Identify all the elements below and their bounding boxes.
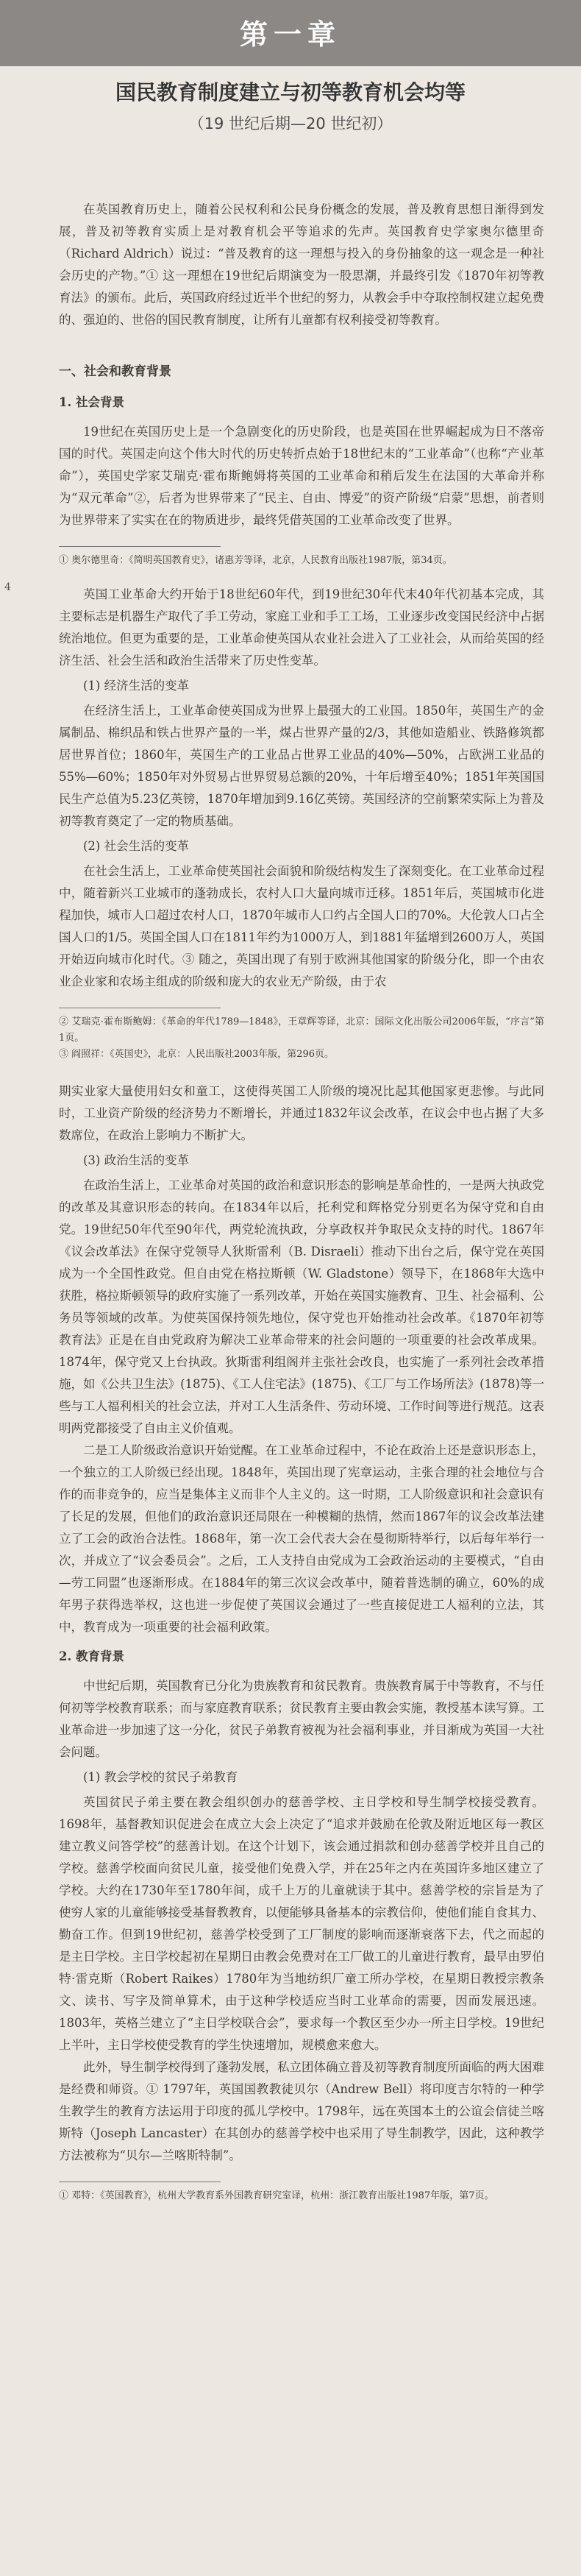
heading-political-change: (3) 政治生活的变革 <box>83 1153 190 1167</box>
heading-economic-change: (1) 经济生活的变革 <box>83 679 190 693</box>
heading-church-schools: (1) 教会学校的贫民子弟教育 <box>83 1770 238 1784</box>
heading-social-background: 1. 社会背景 <box>59 395 124 409</box>
section-title: 国民教育制度建立与初等教育机会均等 <box>115 80 466 105</box>
footnote: ① 奥尔德里奇：《简明英国教育史》，诸惠芳等译，北京，人民教育出版社1987版，第34页。 <box>59 555 452 566</box>
footnote: ② 艾瑞克·霍布斯鲍姆：《革命的年代1789—1848》，王章辉等译，北京：国际文化出版公司2006年版，“序言”第1页。 <box>59 1016 544 1044</box>
heading-education-background: 2. 教育背景 <box>59 1649 124 1663</box>
paragraph: 在政治生活上，工业革命对英国的政治和意识形态的影响是革命性的，一是两大执政党的改革及其意识形态的转向。在1834年以后，托利党和辉格党分别更名为保守党和自由党。19世纪50年代至90年代，两党轮流执政，分享政权并争取民众支持的时代。1867年《议会改革法》在保守党领导人狄斯雷利（B. Disraeli）推动下出台之后，保守党在英国成为一个全国性政党。但自由党在格拉斯顿（W. Gladstone）领导下，在1868年大选中获胜，格拉斯顿领导的政府实施了一系列改革，开始在英国实施教育、卫生、社会福利、公务员等领域的改革。为使英国保持领先地位，保守党也开始推动社会改革。《1870年初等教育法》正是在自由党政府为解决工业革命带来的社会问题的一项重要的社会改革成果。1874年，保守党又上台执政。狄斯雷利组阁并主张社会改良，也实施了一系列社会改革措施，如《公共卫生法》(1875)、《工人住宅法》(1875)、《工厂与工作场所法》(1878)等一些与工人福利相关的社会立法，并对工人生活条件、劳动环境、工作时间等进行规范。这表明两党都接受了自由主义价值观。 <box>59 1178 544 1435</box>
footnote: ③ 阎照祥：《英国史》，北京：人民出版社2003年版，第296页。 <box>59 1049 335 1060</box>
footnote-divider <box>59 546 221 547</box>
paragraph: 在社会生活上，工业革命使英国社会面貌和阶级结构发生了深刻变化。在工业革命过程中，随着新兴工业城市的蓬勃成长，农村人口大量向城市迁移。1851年后，英国城市化进程加快，城市人口超过农村人口，1870年城市人口约占全国人口的70%。大伦敦人口占全国人口的1/5。英国全国人口在1811年约为1000万人，到1881年猛增到2600万人，英国开始迈向城市化时代。③ 随之，英国出现了有别于欧洲其他国家的阶级分化，即一个由农业企业家和农场主组成的阶级和庞大的农业无产阶级，由于农 <box>59 864 544 988</box>
paragraph: 英国工业革命大约开始于18世纪60年代，到19世纪30年代末40年代初基本完成，其主要标志是机器生产取代了手工劳动，家庭工业和手工工场，工业逐步改变国民经济中占据统治地位。但更为重要的是，工业革命使英国从农业社会进入了工业社会，从而给英国的经济生活、社会生活和政治生活带来了历史性变革。 <box>59 587 544 668</box>
paragraph: 中世纪后期，英国教育已分化为贵族教育和贫民教育。贵族教育属于中等教育，不与任何初等学校教育联系；而与家庭教育联系；贫民教育主要由教会实施，教授基本读写算。工业革命进一步加速了这一分化，贫民子弟教育被视为社会福利事业，并目渐成为英国一大社会问题。 <box>59 1679 544 1759</box>
section-subtitle: （19 世纪后期—20 世纪初） <box>188 115 393 132</box>
heading-society-edu-background: 一、社会和教育背景 <box>59 364 171 379</box>
page-number: 4 <box>4 581 11 593</box>
body-text <box>59 199 544 2204</box>
footnote: ① 邓特：《英国教育》，杭州大学教育系外国教育研究室译，杭州：浙江教育出版社1987年版，第7页。 <box>59 2190 494 2201</box>
paragraph: 英国贫民子弟主要在教会组织创办的慈善学校、主日学校和导生制学校接受教育。1698年，基督教知识促进会在成立大会上决定了“追求并鼓励在伦敦及附近地区每一教区建立教义问答学校”的慈善计划。在这个计划下，该会通过捐款和创办慈善学校并且自己的学校。慈善学校面向贫民儿童，接受他们免费入学，并在25年之内在英国许多地区建立了学校。大约在1730年至1780年间，成千上万的儿童就读于其中。慈善学校的宗旨是为了使穷人家的儿童能够接受基督教教育，以便能够具备基本的宗教信仰，使他们能自食其力、勤奋工作。但到19世纪初，慈善学校受到了工厂制度的影响而逐渐衰落下去，代之而起的是主日学校。主日学校起初在星期日由教会免费对在工厂做工的儿童进行教育，最早由罗伯特·雷克斯（Robert Raikes）1780年为当地纺织厂童工所办学校，在星期日教授宗教条文、读书、写字及简单算术，由于这种学校适应当时工业革命的需要，因而发展迅速。1803年，英格兰建立了“主日学校联合会”，要求每一个教区至少办一所主日学校。19世纪上半叶，主日学校使受教育的学生快速增加，规模愈来愈大。 <box>59 1795 544 2052</box>
paragraph: 二是工人阶级政治意识开始觉醒。在工业革命过程中，不论在政治上还是意识形态上，一个独立的工人阶级已经出现。1848年，英国出现了宪章运动，主张合理的社会地位与合作的而非竞争的，应当是集体主义而非个人主义的。这一时期，工人阶级意识和社会意识有了长足的发展，但他们的政治意识还局限在一种模糊的热情，然而1867年的议会改革法建立了工会的政治合法性。1868年，第一次工会代表大会在曼彻斯特举行，以后每年举行一次，并成立了“议会委员会”。之后，工人支持自由党成为工会政治运动的主要模式，“自由—劳工同盟”也逐渐形成。在1884年的第三次议会改革中，随着普选制的确立，60%的成年男子获得选举权，这也进一步促使了英国议会通过了一些直接促进工人福利的立法，其中，教育成为一项重要的社会福利政策。 <box>59 1443 544 1634</box>
paragraph: 此外，导生制学校得到了蓬勃发展，私立团体确立普及初等教育制度所面临的两大困难是经费和师资。① 1797年，英国国教教徒贝尔（Andrew Bell）将印度吉尔特的一种学生教学生的教育方法运用于印度的孤儿学校中。1798年，远在英国本土的公谊会信徒兰喀斯特（Joseph Lancaster）在其创办的慈善学校中也采用了导生制教学，因此，这种教学方法被称为“贝尔—兰喀斯特制”。 <box>59 2060 544 2162</box>
heading-social-change: (2) 社会生活的变革 <box>83 839 190 853</box>
paragraph: 在经济生活上，工业革命使英国成为世界上最强大的工业国。1850年，英国生产的金属制品、棉织品和铁占世界产量的一半，煤占世界产量的2/3，其他如造船业、铁路修筑都居世界首位；1860年，英国生产的工业品占世界工业品的40%—50%，占欧洲工业品的55%—60%；1850年对外贸易占世界贸易总额的20%，十年后增至40%；1851年英国国民生产总值为5.23亿英镑，1870年增加到9.16亿英镑。英国经济的空前繁荣实际上为普及初等教育奠定了一定的物质基础。 <box>59 704 544 828</box>
paragraph: 在英国教育历史上，随着公民权利和公民身份概念的发展，普及教育思想日渐得到发展，普及初等教育实质上是对教育机会平等追求的先声。英国教育史学家奥尔德里奇（Richard Aldrich）说过：“普及教育的这一理想与投入的身份抽象的这一观念是一种社会历史的产物。”① 这一理想在19世纪后期演变为一股思潮，并最终引发《1870年初等教育法》的颁布。此后，英国政府经过近半个世纪的努力，从教会手中夺取控制权建立起免费的、强迫的、世俗的国民教育制度，让所有儿童都有权利接受初等教育。 <box>59 202 544 327</box>
paragraph: 期实业家大量使用妇女和童工，这使得英国工人阶级的境况比起其他国家更悲惨。与此同时，工业资产阶级的经济势力不断增长，并通过1832年议会改革，在议会中也占据了大多数席位，在政治上影响力不断扩大。 <box>59 1084 544 1142</box>
paragraph: 19世纪在英国历史上是一个急剧变化的历史阶段，也是英国在世界崛起成为日不落帝国的时代。英国走向这个伟大时代的历史转折点始于18世纪末的“工业革命”（也称“产业革命”），英国史学家艾瑞克·霍布斯鲍姆将英国的工业革命和稍后发生在法国的大革命并称为“双元革命”②，后者为世界带来了“民主、自由、博爱”的资产阶级“启蒙”思想，前者则为世界带来了实实在在的物质进步，最终凭借英国的工业革命改变了世界。 <box>59 425 544 527</box>
chapter-title: 第一章 <box>239 18 341 51</box>
